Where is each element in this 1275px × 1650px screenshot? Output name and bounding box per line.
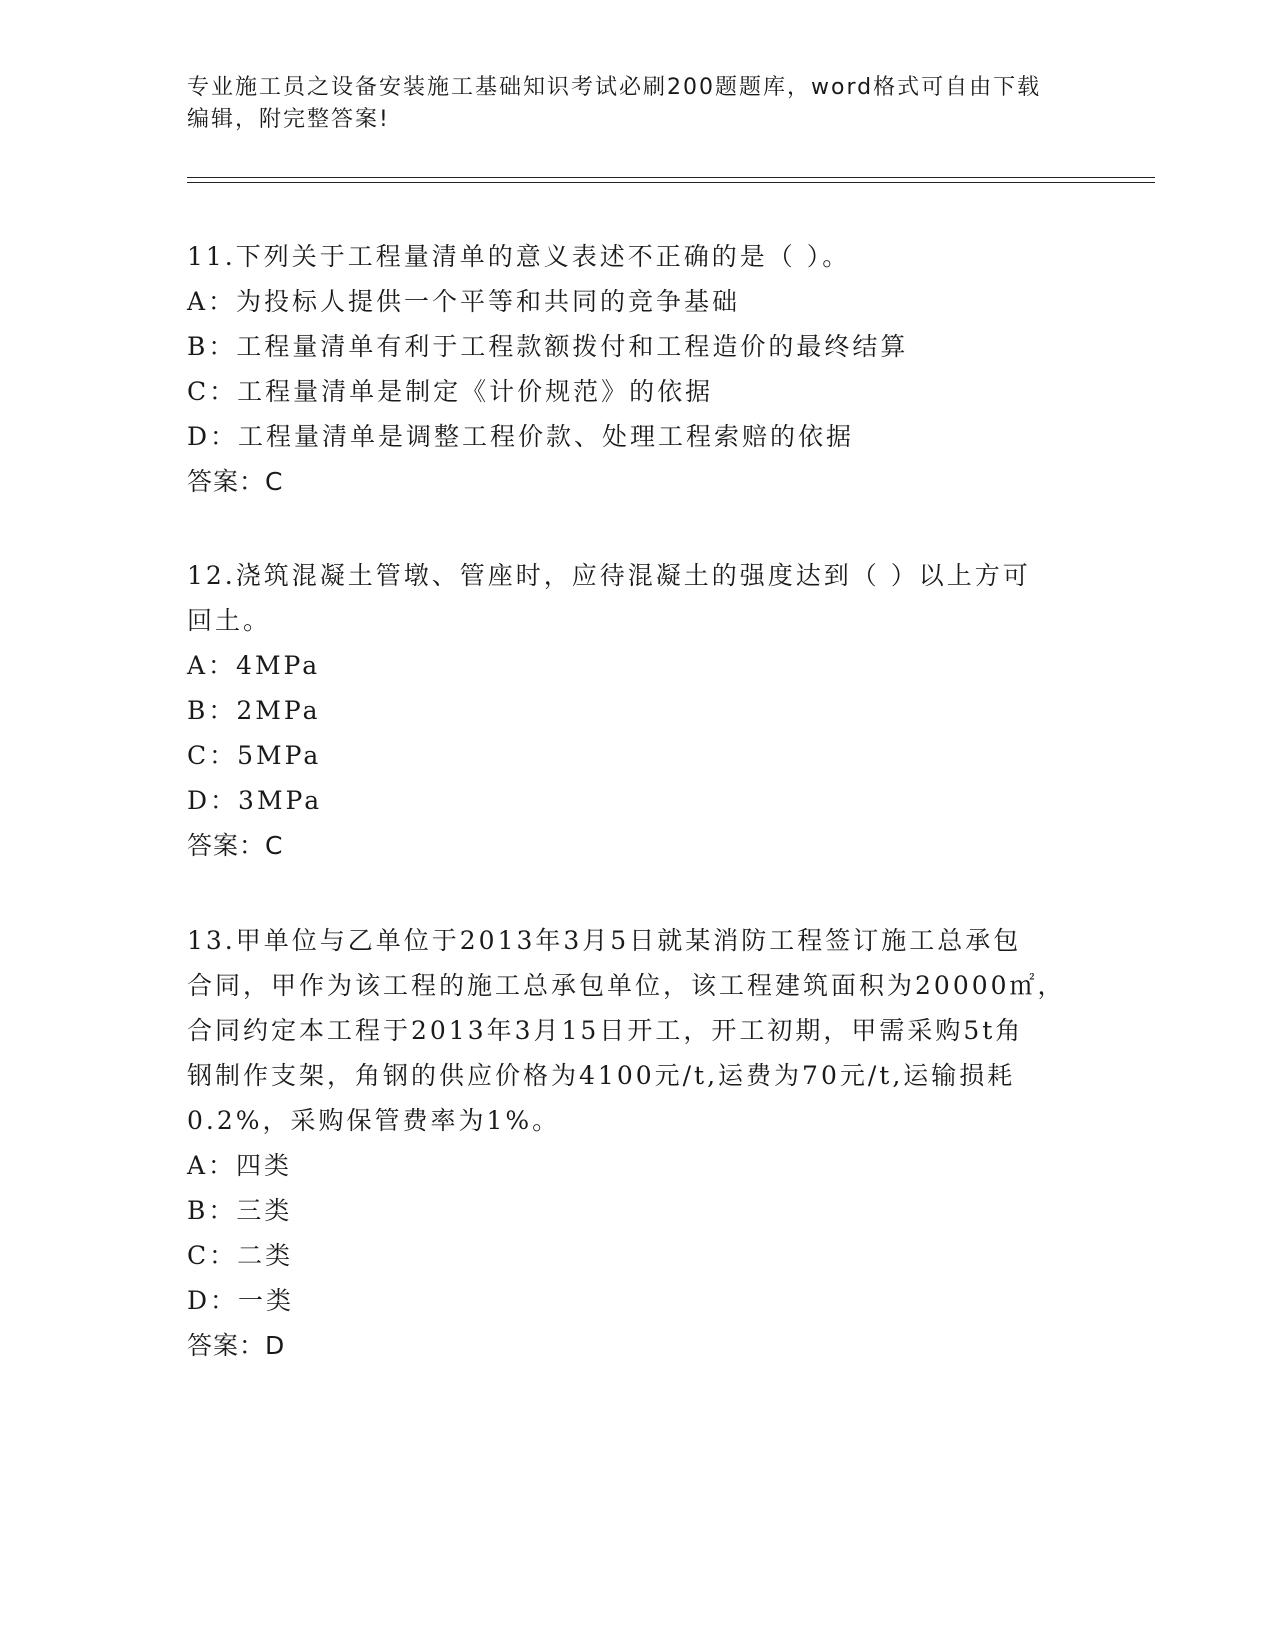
option-b: B：工程量清单有利于工程款额拨付和工程造价的最终结算 [187, 332, 909, 361]
document-header [187, 72, 1067, 136]
question-stem: 回土。 [187, 606, 272, 635]
option-a: A：四类 [187, 1151, 293, 1180]
question-stem: 钢制作支架，角钢的供应价格为4100元/t,运费为70元/t,运输损耗 [187, 1061, 1016, 1090]
question-11 [187, 234, 1067, 504]
question-stem: 0.2%，采购保管费率为1%。 [187, 1106, 561, 1135]
question-12 [187, 553, 1067, 868]
header-line-1: 专业施工员之设备安装施工基础知识考试必刷200题题库，word格式可自由下载 [187, 75, 1042, 100]
option-d: D：工程量清单是调整工程价款、处理工程索赔的依据 [187, 422, 855, 451]
question-stem: 13.甲单位与乙单位于2013年3月5日就某消防工程签订施工总承包 [187, 926, 1022, 955]
question-stem: 合同约定本工程于2013年3月15日开工，开工初期，甲需采购5t角 [187, 1016, 1024, 1045]
answer: 答案：D [187, 1331, 286, 1360]
option-c: C：二类 [187, 1241, 294, 1270]
question-stem: 11.下列关于工程量清单的意义表述不正确的是（ ）。 [187, 242, 851, 271]
option-a: A：4MPa [187, 651, 321, 680]
question-stem: 12.浇筑混凝土管墩、管座时，应待混凝土的强度达到（ ）以上方可 [187, 561, 1031, 590]
option-c: C：5MPa [187, 741, 322, 770]
option-a: A：为投标人提供一个平等和共同的竞争基础 [187, 287, 741, 316]
header-rule-bottom [187, 182, 1155, 183]
header-rule-top [187, 177, 1155, 178]
answer: 答案：C [187, 467, 284, 496]
option-c: C：工程量清单是制定《计价规范》的依据 [187, 377, 714, 406]
option-d: D：3MPa [187, 786, 323, 815]
answer: 答案：C [187, 831, 284, 860]
header-line-2: 编辑，附完整答案! [187, 107, 390, 132]
question-13 [187, 918, 1067, 1368]
option-b: B：三类 [187, 1196, 293, 1225]
question-stem: 合同，甲作为该工程的施工总承包单位，该工程建筑面积为20000㎡， [187, 971, 1066, 1000]
option-b: B：2MPa [187, 696, 321, 725]
option-d: D：一类 [187, 1286, 295, 1315]
